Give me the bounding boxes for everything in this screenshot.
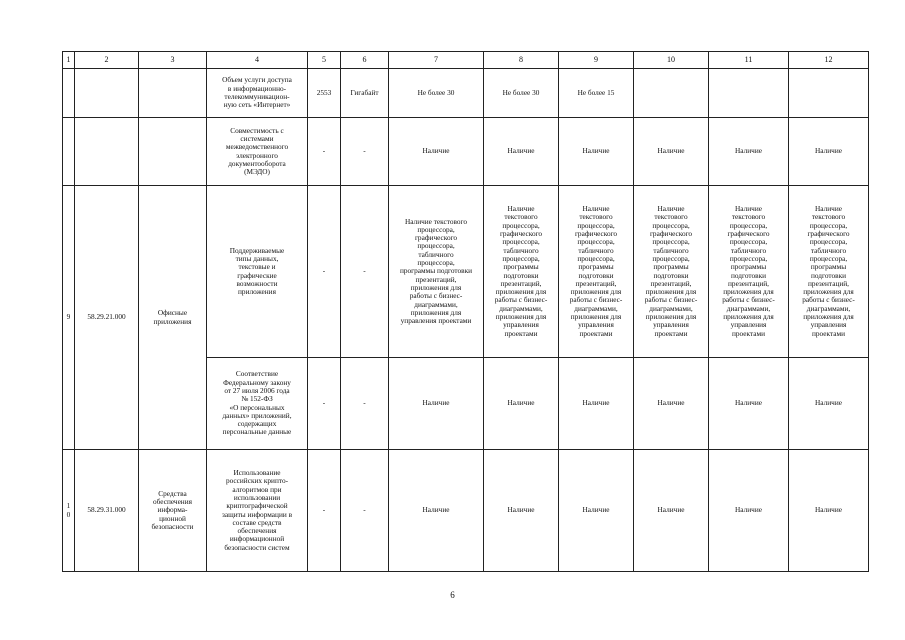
product-name-cell — [139, 69, 207, 118]
header-cell: 1 — [63, 52, 75, 69]
requirements-table — [62, 51, 869, 572]
header-cell: 9 — [559, 52, 634, 69]
header-cell: 3 — [139, 52, 207, 69]
value-cell — [709, 69, 789, 118]
table-row — [63, 186, 869, 358]
unit-name-cell: - — [341, 118, 389, 186]
product-name-cell: Средства обеспечения информа- ционной безопасности — [139, 450, 207, 572]
product-name-cell: Офисные приложения — [139, 186, 207, 450]
value-cell: Не более 15 — [559, 69, 634, 118]
unit-name-cell: - — [341, 450, 389, 572]
unit-code-cell: - — [308, 450, 341, 572]
parameter-cell: Совместимость с системами межведомственного электронного документооборота (МЭДО) — [207, 118, 308, 186]
header-cell: 10 — [634, 52, 709, 69]
value-cell: Наличие текстового процессора, графического процессора, табличного процессора, программы подготовки презентаций, приложения для работы с бизнес- диаграммами, приложения для управления проектами — [389, 186, 484, 358]
unit-code-cell: - — [308, 118, 341, 186]
unit-code-cell: 2553 — [308, 69, 341, 118]
header-cell: 2 — [75, 52, 139, 69]
header-cell: 11 — [709, 52, 789, 69]
value-cell: Наличие — [709, 118, 789, 186]
value-cell: Наличие текстового процессора, графического процессора, табличного процессора, программы подготовки презентаций, приложения для работы с бизнес- диаграммами, приложения для управления проектами — [709, 186, 789, 358]
parameter-cell: Объем услуги доступа в информационно- телекоммуникацион- ную сеть «Интернет» — [207, 69, 308, 118]
row-number-cell — [63, 118, 75, 186]
value-cell: Наличие — [559, 358, 634, 450]
okpd-code-cell: 58.29.31.000 — [75, 450, 139, 572]
unit-name-cell: - — [341, 358, 389, 450]
value-cell: Наличие текстового процессора, графического процессора, табличного процессора, программы подготовки презентаций, приложения для работы с бизнес- диаграммами, приложения для управления проектами — [634, 186, 709, 358]
value-cell — [634, 69, 709, 118]
unit-name-cell: - — [341, 186, 389, 358]
value-cell: Наличие — [389, 118, 484, 186]
header-cell: 5 — [308, 52, 341, 69]
value-cell: Наличие — [484, 358, 559, 450]
value-cell: Наличие — [484, 450, 559, 572]
value-cell: Наличие — [559, 450, 634, 572]
table-row — [63, 118, 869, 186]
value-cell: Наличие текстового процессора, графического процессора, табличного процессора, программы подготовки презентаций, приложения для работы с бизнес- диаграммами, приложения для управления проектами — [559, 186, 634, 358]
value-cell: Наличие — [789, 358, 869, 450]
okpd-code-cell: 58.29.21.000 — [75, 186, 139, 450]
header-cell: 8 — [484, 52, 559, 69]
value-cell: Не более 30 — [389, 69, 484, 118]
header-row — [63, 52, 869, 69]
value-cell: Наличие — [389, 358, 484, 450]
value-cell: Наличие — [389, 450, 484, 572]
unit-code-cell: - — [308, 186, 341, 358]
value-cell: Наличие — [789, 118, 869, 186]
value-cell: Наличие — [634, 450, 709, 572]
unit-code-cell: - — [308, 358, 341, 450]
parameter-cell: Поддерживаемые типы данных, текстовые и графические возможности приложения — [207, 186, 308, 358]
value-cell: Наличие — [709, 450, 789, 572]
value-cell: Наличие — [789, 450, 869, 572]
value-cell: Наличие — [634, 358, 709, 450]
header-cell: 7 — [389, 52, 484, 69]
value-cell: Наличие — [484, 118, 559, 186]
value-cell: Наличие текстового процессора, графического процессора, табличного процессора, программы подготовки презентаций, приложения для работы с бизнес- диаграммами, приложения для управления проектами — [484, 186, 559, 358]
table-row — [63, 69, 869, 118]
okpd-code-cell — [75, 69, 139, 118]
header-cell: 12 — [789, 52, 869, 69]
value-cell: Наличие — [559, 118, 634, 186]
product-name-cell — [139, 118, 207, 186]
row-number-cell: 9 — [63, 186, 75, 450]
header-cell: 4 — [207, 52, 308, 69]
value-cell — [789, 69, 869, 118]
header-cell: 6 — [341, 52, 389, 69]
value-cell: Наличие текстового процессора, графического процессора, табличного процессора, программы подготовки презентаций, приложения для работы с бизнес- диаграммами, приложения для управления проектами — [789, 186, 869, 358]
page-number: 6 — [450, 590, 455, 600]
value-cell: Наличие — [634, 118, 709, 186]
value-cell: Наличие — [709, 358, 789, 450]
row-number-cell: 10 — [63, 450, 75, 572]
value-cell: Не более 30 — [484, 69, 559, 118]
unit-name-cell: Гигабайт — [341, 69, 389, 118]
parameter-cell: Использование российских крипто- алгоритмов при использовании криптографической защиты информации в составе средств обеспечения информационной безопасности систем — [207, 450, 308, 572]
row-number-cell — [63, 69, 75, 118]
table-row — [63, 450, 869, 572]
parameter-cell: Соответствие Федеральному закону от 27 июля 2006 года № 152-ФЗ «О персональных данных» приложений, содержащих персональные данные — [207, 358, 308, 450]
okpd-code-cell — [75, 118, 139, 186]
